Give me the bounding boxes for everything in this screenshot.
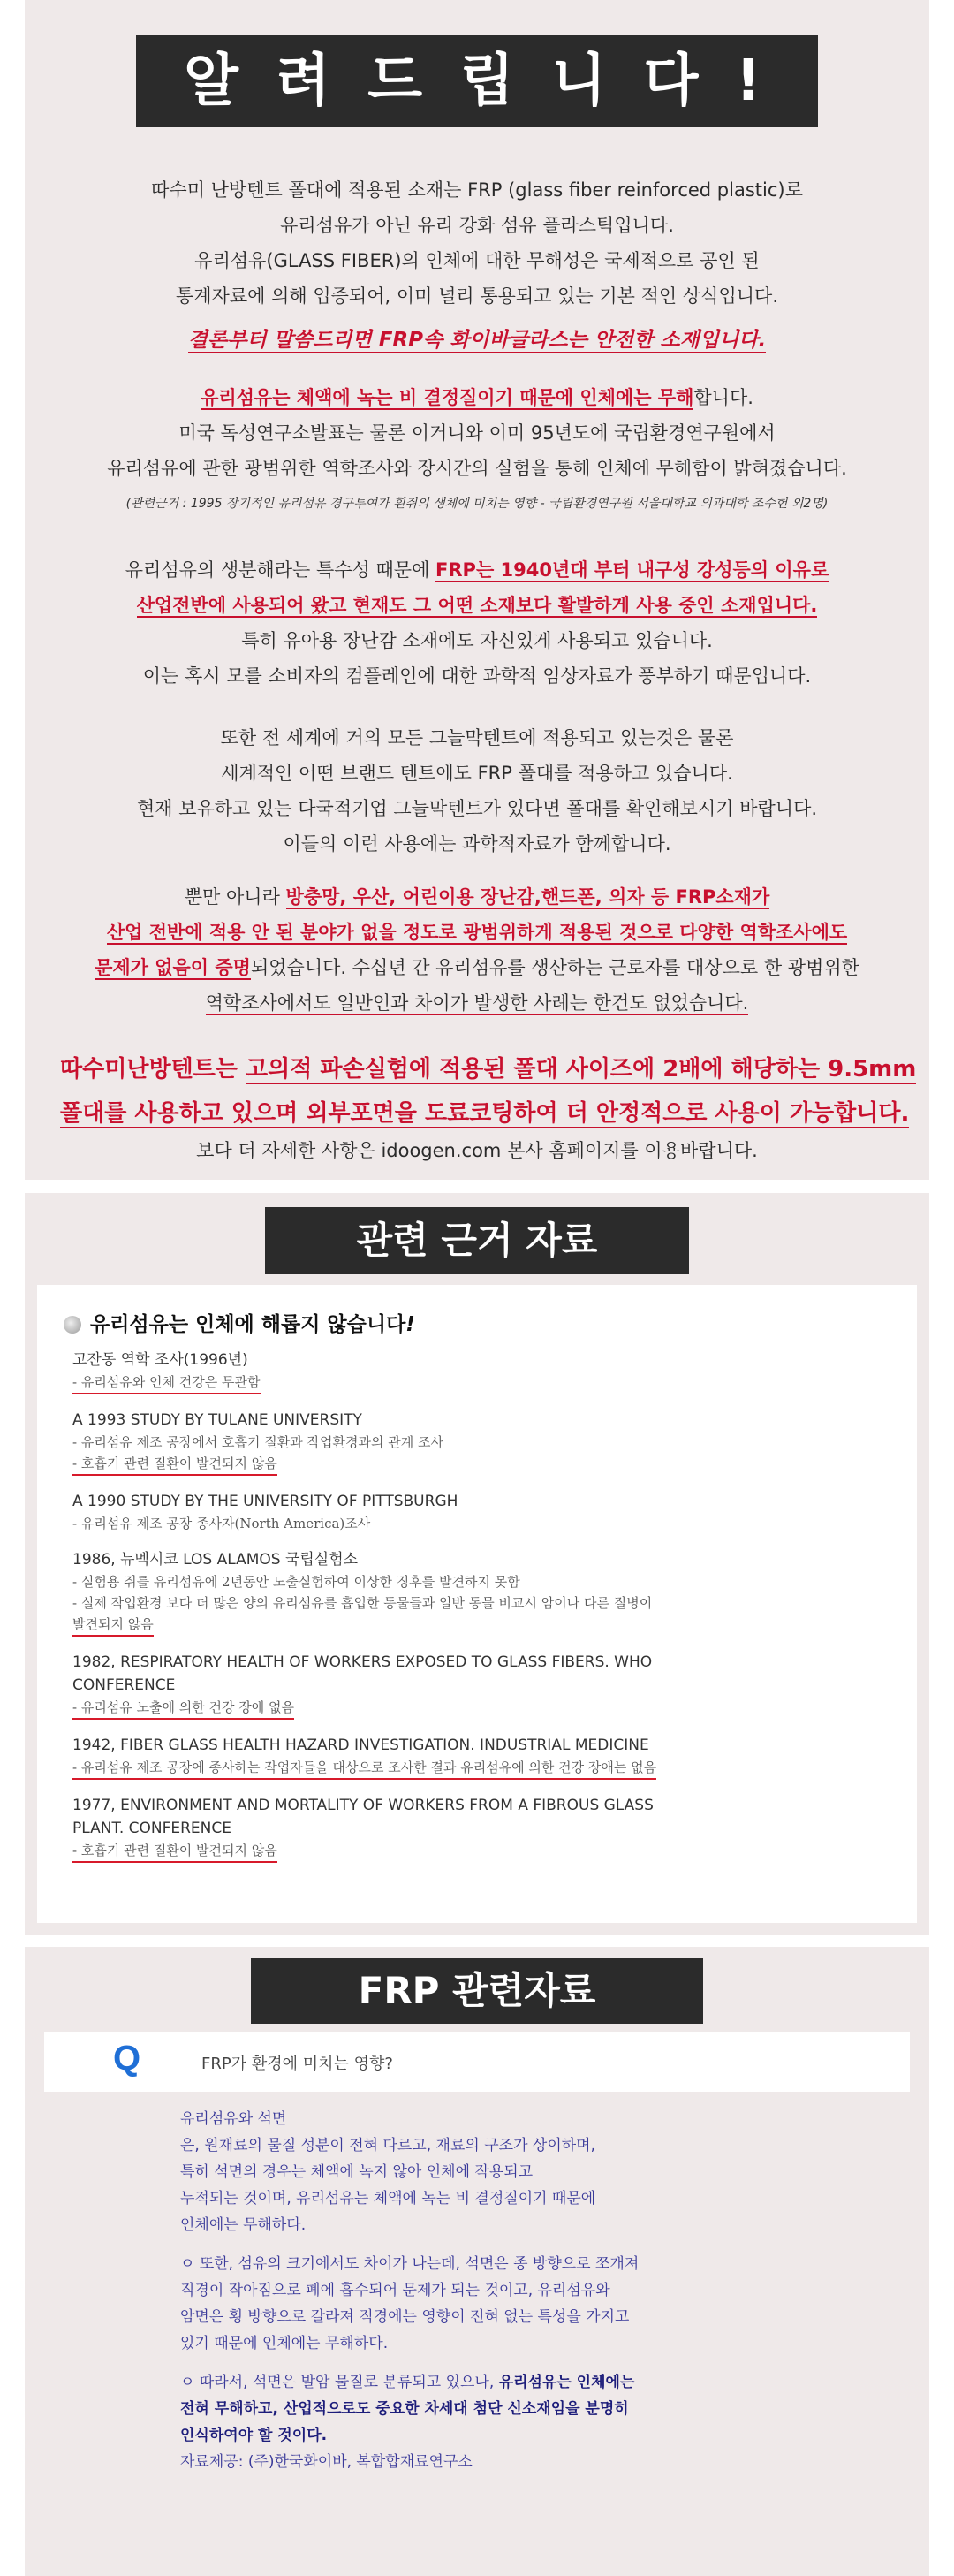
text-line: 미국 독성연구소발표는 물론 이거니와 이미 95년도에 국립환경연구원에서 [178,422,776,444]
study-finding: - 호흡기 관련 질환이 발견되지 않음 [72,1840,277,1863]
answer-segment: ㅇ 따라서, 석면은 발암 물질로 분류되고 있으나, [180,2374,499,2391]
study-title: 1986, 뉴멕시코 LOS ALAMOS 국립실험소 [72,1551,359,1569]
frp-title: FRP 관련자료 [251,1958,703,2024]
study-item [72,1548,894,1637]
answer-bold: 전혀 무해하고, 산업적으로도 중요한 차세대 첨단 신소재임을 분명히 [180,2400,629,2418]
pole-size-highlight: 고의적 파손실험에 적용된 폴대 사이즈에 2배에 해당하는 9.5mm [245,1056,917,1083]
homepage-paragraph [60,1133,894,1168]
study-item [72,1409,894,1476]
homepage-text: 보다 더 자세한 사항은 idoogen.com 본사 홈페이지를 이용바랍니다. [196,1140,758,1161]
text-line: 세계적인 어떤 브랜드 텐트에도 FRP 폴대를 적용하고 있습니다. [221,763,733,784]
question-text: FRP가 환경에 미치는 영향? [201,2055,393,2073]
brand-text: 따수미난방텐트는 [60,1056,246,1083]
study-title: 1977, ENVIRONMENT AND MORTALITY OF WORKERS FROM A FIBROUS GLASS [72,1797,654,1814]
study-item [72,1349,894,1394]
study-finding: 발견되지 않음 [72,1614,154,1637]
evidence-heading-text: 유리섬유는 인체에 해롭지 않습니다 [90,1313,406,1336]
study-title: A 1993 STUDY BY TULANE UNIVERSITY [72,1411,362,1429]
reference-note: (관련근거 : 1995 장기적인 유리섬유 경구투여가 흰쥐의 생체에 미치는 영향 - 국립환경연구원 서울대학교 의과대학 조수헌 외2명) [125,497,829,511]
proven-highlight: 문제가 없음이 증명 [95,957,251,978]
study-title-continued: CONFERENCE [72,1676,176,1694]
study-title: 고잔동 역학 조사(1996년) [72,1351,248,1369]
industry-paragraph [60,879,894,1021]
bullet-icon [64,1316,81,1334]
study-title: 1942, FIBER GLASS HEALTH HAZARD INVESTIGATION. INDUSTRIAL MEDICINE [72,1736,649,1754]
evidence-card [37,1285,917,1923]
industry-highlight: 산업 전반에 적용 안 된 분야가 없을 정도로 광범위하게 적용된 것으로 다양한 역학조사에도 [106,922,848,943]
question-box [44,2032,910,2092]
text-line: 유리섬유가 아닌 유리 강화 섬유 플라스틱입니다. [280,215,674,236]
evidence-panel [25,1193,929,1935]
products-highlight: 방충망, 우산, 어린이용 장난감,핸드폰, 의자 등 FRP소재가 [285,886,770,908]
answer-bold: 인식하여야 할 것이다. [180,2427,328,2444]
text-line: 유리섬유에 관한 광범위한 역학조사와 장시간의 실험을 통해 인체에 무해함이 밝혀졌습니다. [107,458,847,479]
study-item [72,1651,894,1720]
text-line: 유리섬유(GLASS FIBER)의 인체에 대한 무해성은 국제적으로 공인 된 [194,250,760,271]
answer-line: 누적되는 것이며, 유리섬유는 체액에 녹는 비 결정질이기 때문에 [180,2190,596,2207]
study-finding: - 유리섬유 제조 공장에서 호흡기 질환과 작업환경과의 관계 조사 [72,1434,443,1450]
answer-block [180,2106,816,2475]
text-line: 이는 혹시 모를 소비자의 컴플레인에 대한 과학적 임상자료가 풍부하기 때문입니다. [142,665,812,687]
text-segment: 유리섬유의 생분해라는 특수성 때문에 [125,559,436,581]
harmless-paragraph [60,380,894,521]
evidence-heading [64,1308,415,1337]
study-finding: - 실제 작업환경 보다 더 많은 양의 유리섬유를 흡입한 동물들과 일반 동물 비교시 암이나 다른 질병이 [72,1595,653,1611]
study-title: 1982, RESPIRATORY HEALTH OF WORKERS EXPOSED TO GLASS FIBERS. WHO [72,1653,653,1671]
study-list [72,1349,894,1877]
study-finding: - 실험용 쥐를 유리섬유에 2년동안 노출실험하여 이상한 징후를 발견하지 못함 [72,1574,520,1590]
evidence-title: 관련 근거 자료 [265,1207,689,1274]
harmless-suffix: 합니다. [693,387,753,408]
study-item [72,1490,894,1534]
text-line: 이들의 이런 사용에는 과학적자료가 함께합니다. [283,833,671,855]
notice-title: 알 려 드 립 니 다 ! [136,35,818,127]
pole-spec-paragraph [60,1047,917,1136]
frp-history-highlight: FRP는 1940년대 부터 내구성 강성등의 이유로 [435,559,829,581]
study-title: A 1990 STUDY BY THE UNIVERSITY OF PITTSBURGH [72,1493,458,1510]
answer-line: 인체에는 무해하다. [180,2216,307,2234]
answer-line: 있기 때문에 인체에는 무해하다. [180,2335,389,2352]
exclamation-mark: ! [405,1313,415,1336]
study-finding: - 유리섬유 제조 공장 종사자(North America)조사 [72,1516,371,1531]
study-finding: - 유리섬유 제조 공장에 종사하는 작업자들을 대상으로 조사한 결과 유리섬유에 의한 건강 장애는 없음 [72,1757,656,1780]
source-credit: 자료제공: (주)한국화이바, 복합합재료연구소 [180,2453,473,2471]
conclusion-paragraph [60,323,894,358]
study-title-continued: PLANT. CONFERENCE [72,1820,232,1837]
answer-line: 은, 원재료의 물질 성분이 전혀 다르고, 재료의 구조가 상이하며, [180,2137,595,2154]
text-segment: 뿐만 아니라 [184,886,286,908]
coating-highlight: 폴대를 사용하고 있으며 외부포면을 도료코팅하여 더 안정적으로 사용이 가능합니다. [60,1100,910,1127]
notice-panel [25,0,929,1180]
study-finding: - 호흡기 관련 질환이 발견되지 않음 [72,1453,277,1476]
frp-panel [25,1947,929,2576]
study-item [72,1794,894,1863]
answer-line: 암면은 횡 방향으로 갈라져 직경에는 영향이 전혀 없는 특성을 가지고 [180,2308,630,2326]
answer-line: ㅇ 또한, 섬유의 크기에서도 차이가 나는데, 석면은 종 방향으로 쪼개져 [180,2255,640,2273]
question-icon: Q [113,2039,141,2078]
conclusion-text: 결론부터 말씀드리면 FRP속 화이바글라스는 안전한 소재입니다. [187,329,767,352]
text-line: 특히 유아용 장난감 소재에도 자신있게 사용되고 있습니다. [241,630,713,651]
survey-underline-text: 역학조사에서도 일반인과 차이가 발생한 사례는 한건도 없었습니다. [205,992,749,1014]
answer-line: 직경이 작아짐으로 폐에 흡수되어 문제가 되는 것이고, 유리섬유와 [180,2282,610,2299]
text-line: 통계자료에 의해 입증되어, 이미 널리 통용되고 있는 기본 적인 상식입니다. [175,285,778,307]
text-line: 또한 전 세계에 거의 모든 그늘막텐트에 적용되고 있는것은 물론 [220,727,734,748]
answer-line: 특히 석면의 경우는 체액에 녹지 않아 인체에 작용되고 [180,2163,534,2181]
study-finding: - 유리섬유와 인체 건강은 무관함 [72,1372,261,1394]
study-item [72,1734,894,1780]
intro-paragraph [60,172,894,314]
answer-line: 유리섬유와 석면 [180,2110,287,2128]
text-line: 현재 보유하고 있는 다국적기업 그늘막텐트가 있다면 폴대를 확인해보시기 바랍니다. [136,798,818,819]
study-finding: - 유리섬유 노출에 의한 건강 장애 없음 [72,1697,294,1720]
text-line: 따수미 난방텐트 폴대에 적용된 소재는 FRP (glass fiber reinforced plastic)로 [151,179,803,201]
harmless-highlight: 유리섬유는 체액에 녹는 비 결정질이기 때문에 인체에는 무해 [201,387,694,408]
answer-bold: 유리섬유는 인체에는 [498,2374,635,2391]
biodegrade-paragraph [60,552,894,694]
text-segment: 되었습니다. 수십년 간 유리섬유를 생산하는 근로자를 대상으로 한 광범위한 [250,957,859,978]
frp-usage-highlight: 산업전반에 사용되어 왔고 현재도 그 어떤 소재보다 활발하게 사용 중인 소재입니다. [136,595,818,616]
global-use-paragraph [60,720,894,862]
